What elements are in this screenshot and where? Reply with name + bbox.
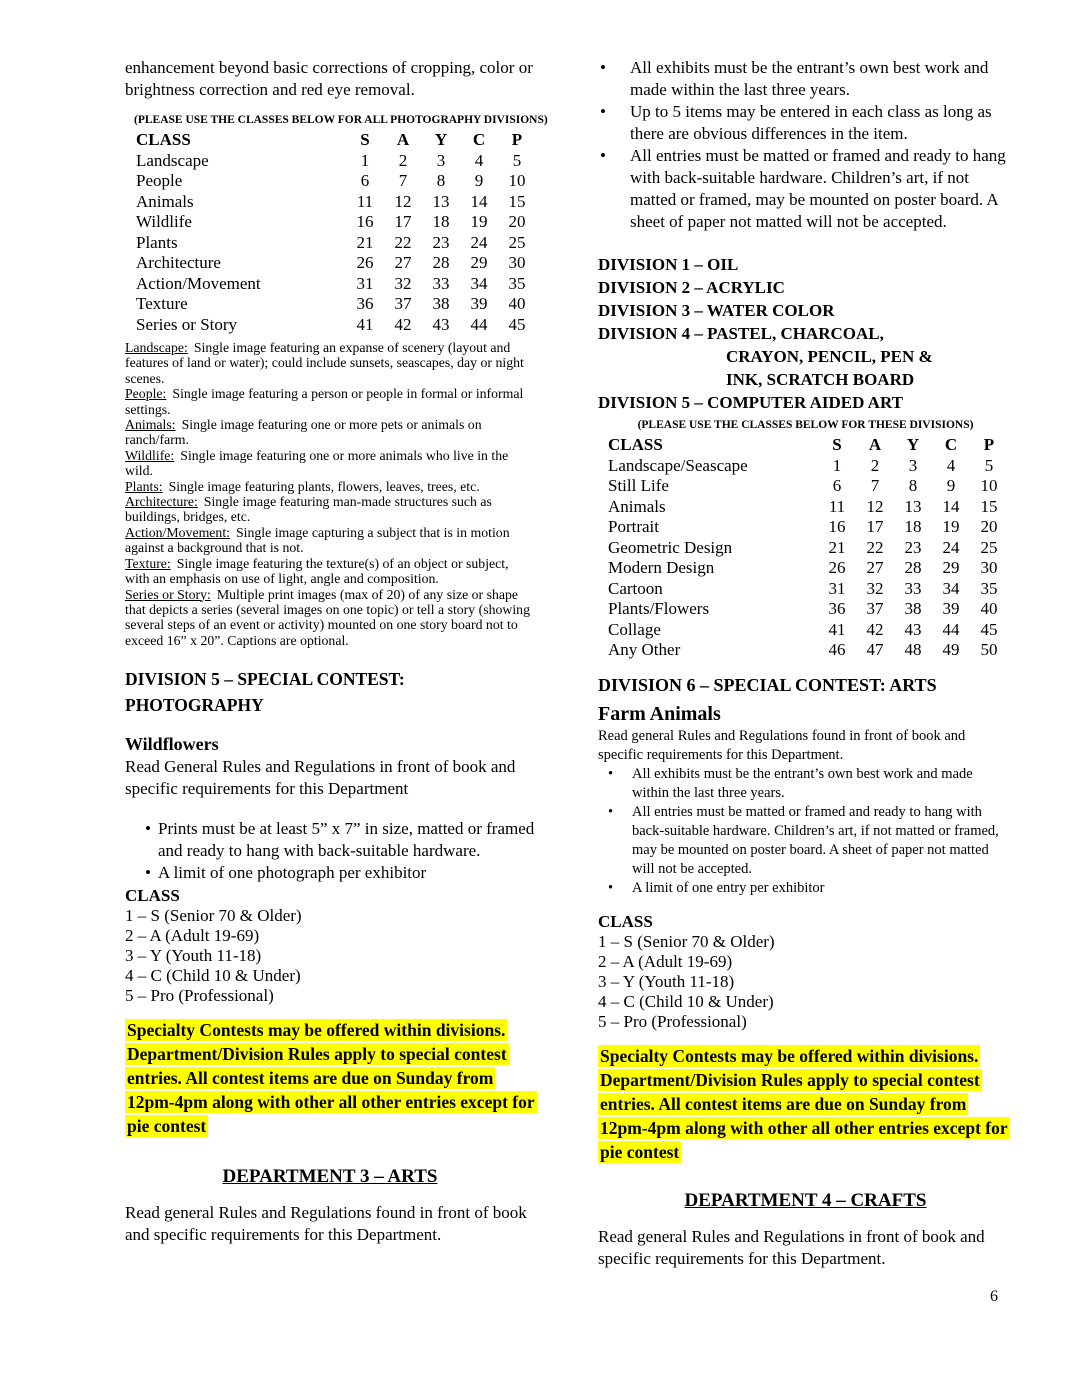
class-number-cell: 40	[508, 294, 526, 313]
definition-term: Animals:	[125, 417, 176, 433]
bullet-icon: •	[608, 803, 614, 820]
class-number-cell: 38	[904, 599, 922, 618]
class-name-cell: Cartoon	[608, 578, 663, 598]
class-number-cell: 25	[980, 537, 998, 557]
table-row	[608, 620, 1013, 641]
bullet-item	[598, 57, 1013, 101]
class-number-cell: 43	[432, 314, 450, 334]
class-name-cell: Texture	[136, 294, 188, 313]
table-row	[136, 171, 535, 192]
definition-item	[125, 448, 535, 479]
definition-text: Single image featuring man-made structures such as buildings, bridges, etc.	[125, 494, 492, 525]
class-number-cell: 17	[866, 517, 884, 536]
class-list-label: CLASS	[598, 911, 653, 931]
arts-class-table	[608, 435, 1013, 661]
class-number-cell: 29	[470, 253, 488, 272]
class-number-cell: 11	[828, 496, 846, 516]
class-number-cell: 1	[360, 150, 370, 170]
class-name-cell: Plants/Flowers	[608, 599, 710, 618]
class-number-cell: 35	[508, 273, 526, 293]
column-header-a: A	[396, 130, 410, 149]
table-row	[608, 558, 1013, 579]
definition-item	[125, 587, 535, 649]
class-number-cell: 47	[866, 640, 884, 659]
class-number-cell: 8	[436, 171, 446, 190]
table-row	[608, 456, 1013, 477]
class-number-cell: 42	[866, 619, 884, 639]
definition-text: Single image featuring the texture(s) of an object or subject, with an emphasis on use of light, angle and composition.	[125, 555, 509, 587]
class-number-cell: 1	[832, 455, 842, 475]
class-name-cell: Any Other	[608, 640, 681, 659]
class-number-cell: 19	[942, 517, 960, 536]
class-number-cell: 7	[870, 476, 880, 495]
class-name-cell: Animals	[136, 191, 194, 211]
class-option: 4 – C (Child 10 & Under)	[598, 991, 774, 1011]
class-number-cell: 27	[866, 558, 884, 577]
page-number: 6	[990, 1288, 998, 1305]
definition-term: Architecture:	[125, 494, 198, 510]
class-number-cell: 20	[508, 212, 526, 231]
bullet-text: All entries must be matted or framed and ready to hang with back-suitable hardware. Children’s art, if not matted or framed, may be mounted on poster board. A sheet of paper not matted will not be accepted.	[632, 803, 999, 877]
definition-item	[125, 340, 535, 386]
table-row	[608, 517, 1013, 538]
class-name-cell: Still Life	[608, 476, 669, 495]
class-number-cell: 24	[942, 537, 960, 557]
bullet-icon: •	[608, 765, 614, 782]
class-number-cell: 45	[980, 619, 998, 639]
table-row	[608, 599, 1013, 620]
table-row	[136, 151, 535, 172]
arts-rules-bullet-list	[598, 57, 1013, 233]
column-header-c: C	[944, 435, 958, 454]
class-name-cell: Portrait	[608, 517, 659, 536]
class-name-cell: Animals	[608, 496, 666, 516]
class-number-cell: 23	[432, 232, 450, 252]
divisions-list	[598, 253, 1013, 414]
definition-text: Single image featuring plants, flowers, leaves, trees, etc.	[168, 478, 480, 494]
class-number-cell: 9	[474, 171, 484, 190]
bullet-item	[598, 765, 1013, 803]
class-number-cell: 6	[360, 171, 370, 190]
class-number-cell: 13	[904, 496, 922, 516]
division-line: DIVISION 4 – PASTEL, CHARCOAL,	[598, 324, 884, 343]
class-number-cell: 30	[508, 253, 526, 272]
class-number-cell: 17	[394, 212, 412, 231]
class-number-cell: 48	[904, 640, 922, 659]
class-number-cell: 10	[980, 476, 998, 495]
department-4-heading-text: DEPARTMENT 4 – CRAFTS	[684, 1189, 927, 1211]
class-number-cell: 34	[942, 578, 960, 598]
table-row	[136, 192, 535, 213]
bullet-text: All exhibits must be the entrant’s own best work and made within the last three years.	[630, 58, 989, 99]
wildflowers-heading: Wildflowers	[125, 734, 219, 755]
class-number-cell: 18	[432, 212, 450, 231]
arts-classes-caption: (PLEASE USE THE CLASSES BELOW FOR THESE DIVISIONS)	[637, 419, 974, 431]
class-number-cell: 34	[470, 273, 488, 293]
column-header-class: CLASS	[136, 130, 191, 149]
column-header-p: P	[511, 130, 523, 149]
class-number-cell: 19	[470, 212, 488, 231]
class-name-cell: Landscape/Seascape	[608, 455, 748, 475]
class-number-cell: 40	[980, 599, 998, 618]
definition-term: Texture:	[125, 555, 171, 571]
table-header-row	[608, 435, 1013, 456]
definition-term: People:	[125, 386, 167, 402]
class-list-label: CLASS	[125, 886, 180, 906]
photography-table-body	[136, 151, 535, 336]
bullet-text: A limit of one photograph per exhibitor	[158, 863, 427, 883]
class-name-cell: Wildlife	[136, 212, 192, 231]
class-number-cell: 26	[828, 558, 846, 577]
class-number-cell: 18	[904, 517, 922, 536]
class-option: 5 – Pro (Professional)	[598, 1011, 747, 1031]
class-number-cell: 16	[356, 212, 374, 231]
class-number-cell: 37	[866, 599, 884, 618]
class-number-cell: 28	[904, 558, 922, 577]
class-number-cell: 37	[394, 294, 412, 313]
class-number-cell: 8	[908, 476, 918, 495]
division-5-bullet-list	[125, 818, 535, 884]
left-column	[125, 57, 548, 1246]
bullet-icon: •	[600, 58, 606, 77]
class-number-cell: 25	[508, 232, 526, 252]
class-number-cell: 11	[356, 191, 374, 211]
bullet-text: A limit of one entry per exhibitor	[632, 879, 825, 896]
definition-item	[125, 386, 535, 417]
definition-text: Single image capturing a subject that is in motion against a background that is not.	[125, 524, 510, 556]
bullet-icon: •	[600, 146, 606, 165]
division-6-intro: Read general Rules and Regulations found in front of book and specific requirements for this Department.	[598, 727, 966, 763]
table-row	[608, 579, 1013, 600]
division-5-heading: DIVISION 5 – SPECIAL CONTEST: PHOTOGRAPHY	[125, 669, 405, 716]
class-number-cell: 39	[470, 294, 488, 313]
class-option: 4 – C (Child 10 & Under)	[125, 966, 301, 986]
class-number-cell: 41	[828, 619, 846, 639]
class-number-cell: 5	[512, 150, 522, 170]
bullet-icon: •	[608, 879, 614, 896]
class-option: 2 – A (Adult 19-69)	[125, 926, 260, 946]
class-number-cell: 5	[984, 455, 994, 475]
bullet-text: All exhibits must be the entrant’s own best work and made within the last three years.	[632, 765, 973, 801]
class-number-cell: 42	[394, 314, 412, 334]
bullet-icon: •	[600, 102, 606, 121]
class-number-cell: 7	[398, 171, 408, 190]
class-number-cell: 32	[394, 273, 412, 293]
definition-term: Landscape:	[125, 340, 188, 355]
bullet-icon: •	[145, 863, 151, 883]
division-line: DIVISION 5 – COMPUTER AIDED ART	[598, 393, 903, 412]
class-number-cell: 4	[946, 455, 956, 475]
definition-term: Series or Story:	[125, 586, 211, 602]
class-option: 3 – Y (Youth 11-18)	[125, 946, 262, 966]
class-number-cell: 21	[356, 232, 374, 252]
bullet-text: All entries must be matted or framed and ready to hang with back-suitable hardware. Children’s art, if not matted or framed, may be mounted on poster board. A sheet of paper not matted will not be accepted.	[630, 146, 1006, 231]
division-6-heading: DIVISION 6 – SPECIAL CONTEST: ARTS	[598, 674, 937, 695]
class-number-cell: 45	[508, 314, 526, 334]
class-number-cell: 3	[908, 455, 918, 475]
definition-text: Single image featuring one or more animals who live in the wild.	[125, 447, 509, 479]
table-row	[608, 640, 1013, 661]
class-number-cell: 31	[828, 578, 846, 598]
class-number-cell: 49	[942, 640, 960, 659]
class-number-cell: 36	[356, 294, 374, 313]
class-number-cell: 14	[470, 191, 488, 211]
class-number-cell: 46	[828, 640, 846, 659]
definition-item	[125, 556, 535, 587]
definition-term: Wildlife:	[125, 447, 175, 463]
bullet-item	[125, 818, 535, 862]
class-number-cell: 21	[828, 537, 846, 557]
bullet-text: Up to 5 items may be entered in each class as long as there are obvious differences in the item.	[630, 102, 992, 143]
class-number-cell: 33	[432, 273, 450, 293]
division-5-intro: Read General Rules and Regulations in front of book and specific requirements for this Department	[125, 757, 516, 799]
highlighted-text: Specialty Contests may be offered within divisions. Department/Division Rules apply to special contest entries. All contest items are due on Sunday from 12pm-4pm along with other all other entries except for pie contest	[127, 1020, 535, 1137]
department-4-heading	[598, 1188, 1013, 1213]
bullet-item	[598, 101, 1013, 145]
definitions-list	[125, 340, 535, 648]
class-number-cell: 16	[828, 517, 846, 536]
definition-text: Single image featuring an expanse of scenery (layout and features of land or water); could include sunsets, seascapes, day or night scenes.	[125, 340, 524, 386]
column-header-a: A	[868, 435, 882, 454]
class-number-cell: 27	[394, 253, 412, 272]
class-name-cell: Plants	[136, 232, 178, 252]
department-3-heading-text: DEPARTMENT 3 – ARTS	[222, 1166, 438, 1188]
class-number-cell: 26	[356, 253, 374, 272]
class-name-cell: Action/Movement	[136, 273, 261, 293]
class-list	[598, 932, 1013, 1032]
division-6-bullet-list	[598, 765, 1013, 898]
column-header-y: Y	[434, 130, 448, 149]
class-option: 3 – Y (Youth 11-18)	[598, 971, 735, 991]
class-number-cell: 24	[470, 232, 488, 252]
arts-table-body	[608, 456, 1013, 661]
class-number-cell: 32	[866, 578, 884, 598]
division-line: DIVISION 2 – ACRYLIC	[598, 278, 785, 297]
class-list	[125, 906, 535, 1006]
class-number-cell: 36	[828, 599, 846, 618]
class-number-cell: 4	[474, 150, 484, 170]
class-number-cell: 14	[942, 496, 960, 516]
table-row	[608, 538, 1013, 559]
table-row	[608, 476, 1013, 497]
intro-paragraph: enhancement beyond basic corrections of cropping, color or brightness correction and red eye removal.	[125, 58, 533, 99]
definition-term: Plants:	[125, 478, 163, 494]
photography-classes-caption: (PLEASE USE THE CLASSES BELOW FOR ALL PHOTOGRAPHY DIVISIONS)	[134, 114, 548, 126]
table-row	[136, 253, 535, 274]
farm-animals-heading: Farm Animals	[598, 702, 721, 725]
class-number-cell: 10	[508, 171, 526, 190]
class-name-cell: Landscape	[136, 150, 209, 170]
highlighted-text: Specialty Contests may be offered within divisions. Department/Division Rules apply to special contest entries. All contest items are due on Sunday from 12pm-4pm along with other all other entries except for pie contest	[600, 1045, 1008, 1162]
definition-text: Single image featuring a person or people in formal or informal settings.	[125, 386, 524, 417]
division-line: INK, SCRATCH BOARD	[726, 370, 915, 389]
class-number-cell: 2	[398, 150, 408, 170]
department-3-heading	[125, 1164, 535, 1189]
definition-item	[125, 417, 535, 448]
class-option: 1 – S (Senior 70 & Older)	[125, 906, 302, 926]
photography-class-table	[136, 130, 535, 335]
class-option: 1 – S (Senior 70 & Older)	[598, 931, 775, 951]
bullet-item	[598, 879, 1013, 898]
class-number-cell: 28	[432, 253, 450, 272]
definition-item	[125, 525, 535, 556]
class-number-cell: 43	[904, 619, 922, 639]
bullet-icon: •	[145, 819, 151, 839]
class-number-cell: 30	[980, 558, 998, 577]
class-number-cell: 15	[508, 191, 526, 211]
class-number-cell: 20	[980, 517, 998, 536]
class-name-cell: Collage	[608, 619, 661, 639]
right-column	[598, 57, 1013, 1270]
class-number-cell: 44	[942, 619, 960, 639]
class-name-cell: Modern Design	[608, 558, 715, 577]
bullet-item	[598, 803, 1013, 879]
division-line: DIVISION 3 – WATER COLOR	[598, 301, 835, 320]
class-number-cell: 12	[394, 191, 412, 211]
class-number-cell: 50	[980, 640, 998, 659]
column-header-y: Y	[906, 435, 920, 454]
class-number-cell: 35	[980, 578, 998, 598]
class-number-cell: 41	[356, 314, 374, 334]
column-header-p: P	[983, 435, 995, 454]
specialty-contest-notice	[598, 1044, 1013, 1164]
class-number-cell: 9	[946, 476, 956, 495]
class-number-cell: 39	[942, 599, 960, 618]
class-name-cell: People	[136, 171, 183, 190]
table-row	[136, 294, 535, 315]
table-row	[136, 212, 535, 233]
table-row	[136, 274, 535, 295]
class-number-cell: 44	[470, 314, 488, 334]
class-number-cell: 33	[904, 578, 922, 598]
class-number-cell: 15	[980, 496, 998, 516]
class-number-cell: 38	[432, 294, 450, 313]
class-name-cell: Architecture	[136, 253, 221, 272]
bullet-text: Prints must be at least 5” x 7” in size, matted or framed and ready to hang with back-suitable hardware.	[158, 819, 535, 861]
class-number-cell: 2	[870, 455, 880, 475]
class-number-cell: 13	[432, 191, 450, 211]
table-row	[136, 233, 535, 254]
class-name-cell: Series or Story	[136, 314, 238, 334]
column-header-s: S	[832, 435, 842, 454]
class-number-cell: 3	[436, 150, 446, 170]
bullet-item	[598, 145, 1013, 233]
department-3-intro: Read general Rules and Regulations found in front of book and specific requirements for this Department.	[125, 1203, 527, 1245]
table-row	[608, 497, 1013, 518]
class-name-cell: Geometric Design	[608, 537, 733, 557]
class-number-cell: 12	[866, 496, 884, 516]
definition-text: Single image featuring one or more pets or animals on ranch/farm.	[125, 417, 482, 448]
department-4-intro: Read general Rules and Regulations in front of book and specific requirements for this Department.	[598, 1226, 985, 1268]
class-number-cell: 23	[904, 537, 922, 557]
table-header-row	[136, 130, 535, 151]
column-header-class: CLASS	[608, 435, 663, 454]
specialty-contest-notice	[125, 1018, 535, 1138]
class-number-cell: 31	[356, 273, 374, 293]
class-option: 5 – Pro (Professional)	[125, 986, 274, 1006]
bullet-item	[125, 862, 535, 884]
table-row	[136, 315, 535, 336]
class-number-cell: 29	[942, 558, 960, 577]
division-line: CRAYON, PENCIL, PEN &	[726, 347, 933, 366]
definition-term: Action/Movement:	[125, 524, 230, 540]
definition-text: Multiple print images (max of 20) of any size or shape that depicts a series (several images on one topic) or tell a story (showing several steps of an event or activity) mounted on one story board not to exceed 16” x 20”. Captions are optional.	[125, 586, 530, 648]
column-header-c: C	[472, 130, 486, 149]
definition-item	[125, 479, 535, 494]
class-number-cell: 22	[394, 232, 412, 252]
column-header-s: S	[360, 130, 370, 149]
definition-item	[125, 494, 535, 525]
class-number-cell: 6	[832, 476, 842, 495]
class-number-cell: 22	[866, 537, 884, 557]
division-line: DIVISION 1 – OIL	[598, 255, 739, 274]
class-option: 2 – A (Adult 19-69)	[598, 951, 733, 971]
